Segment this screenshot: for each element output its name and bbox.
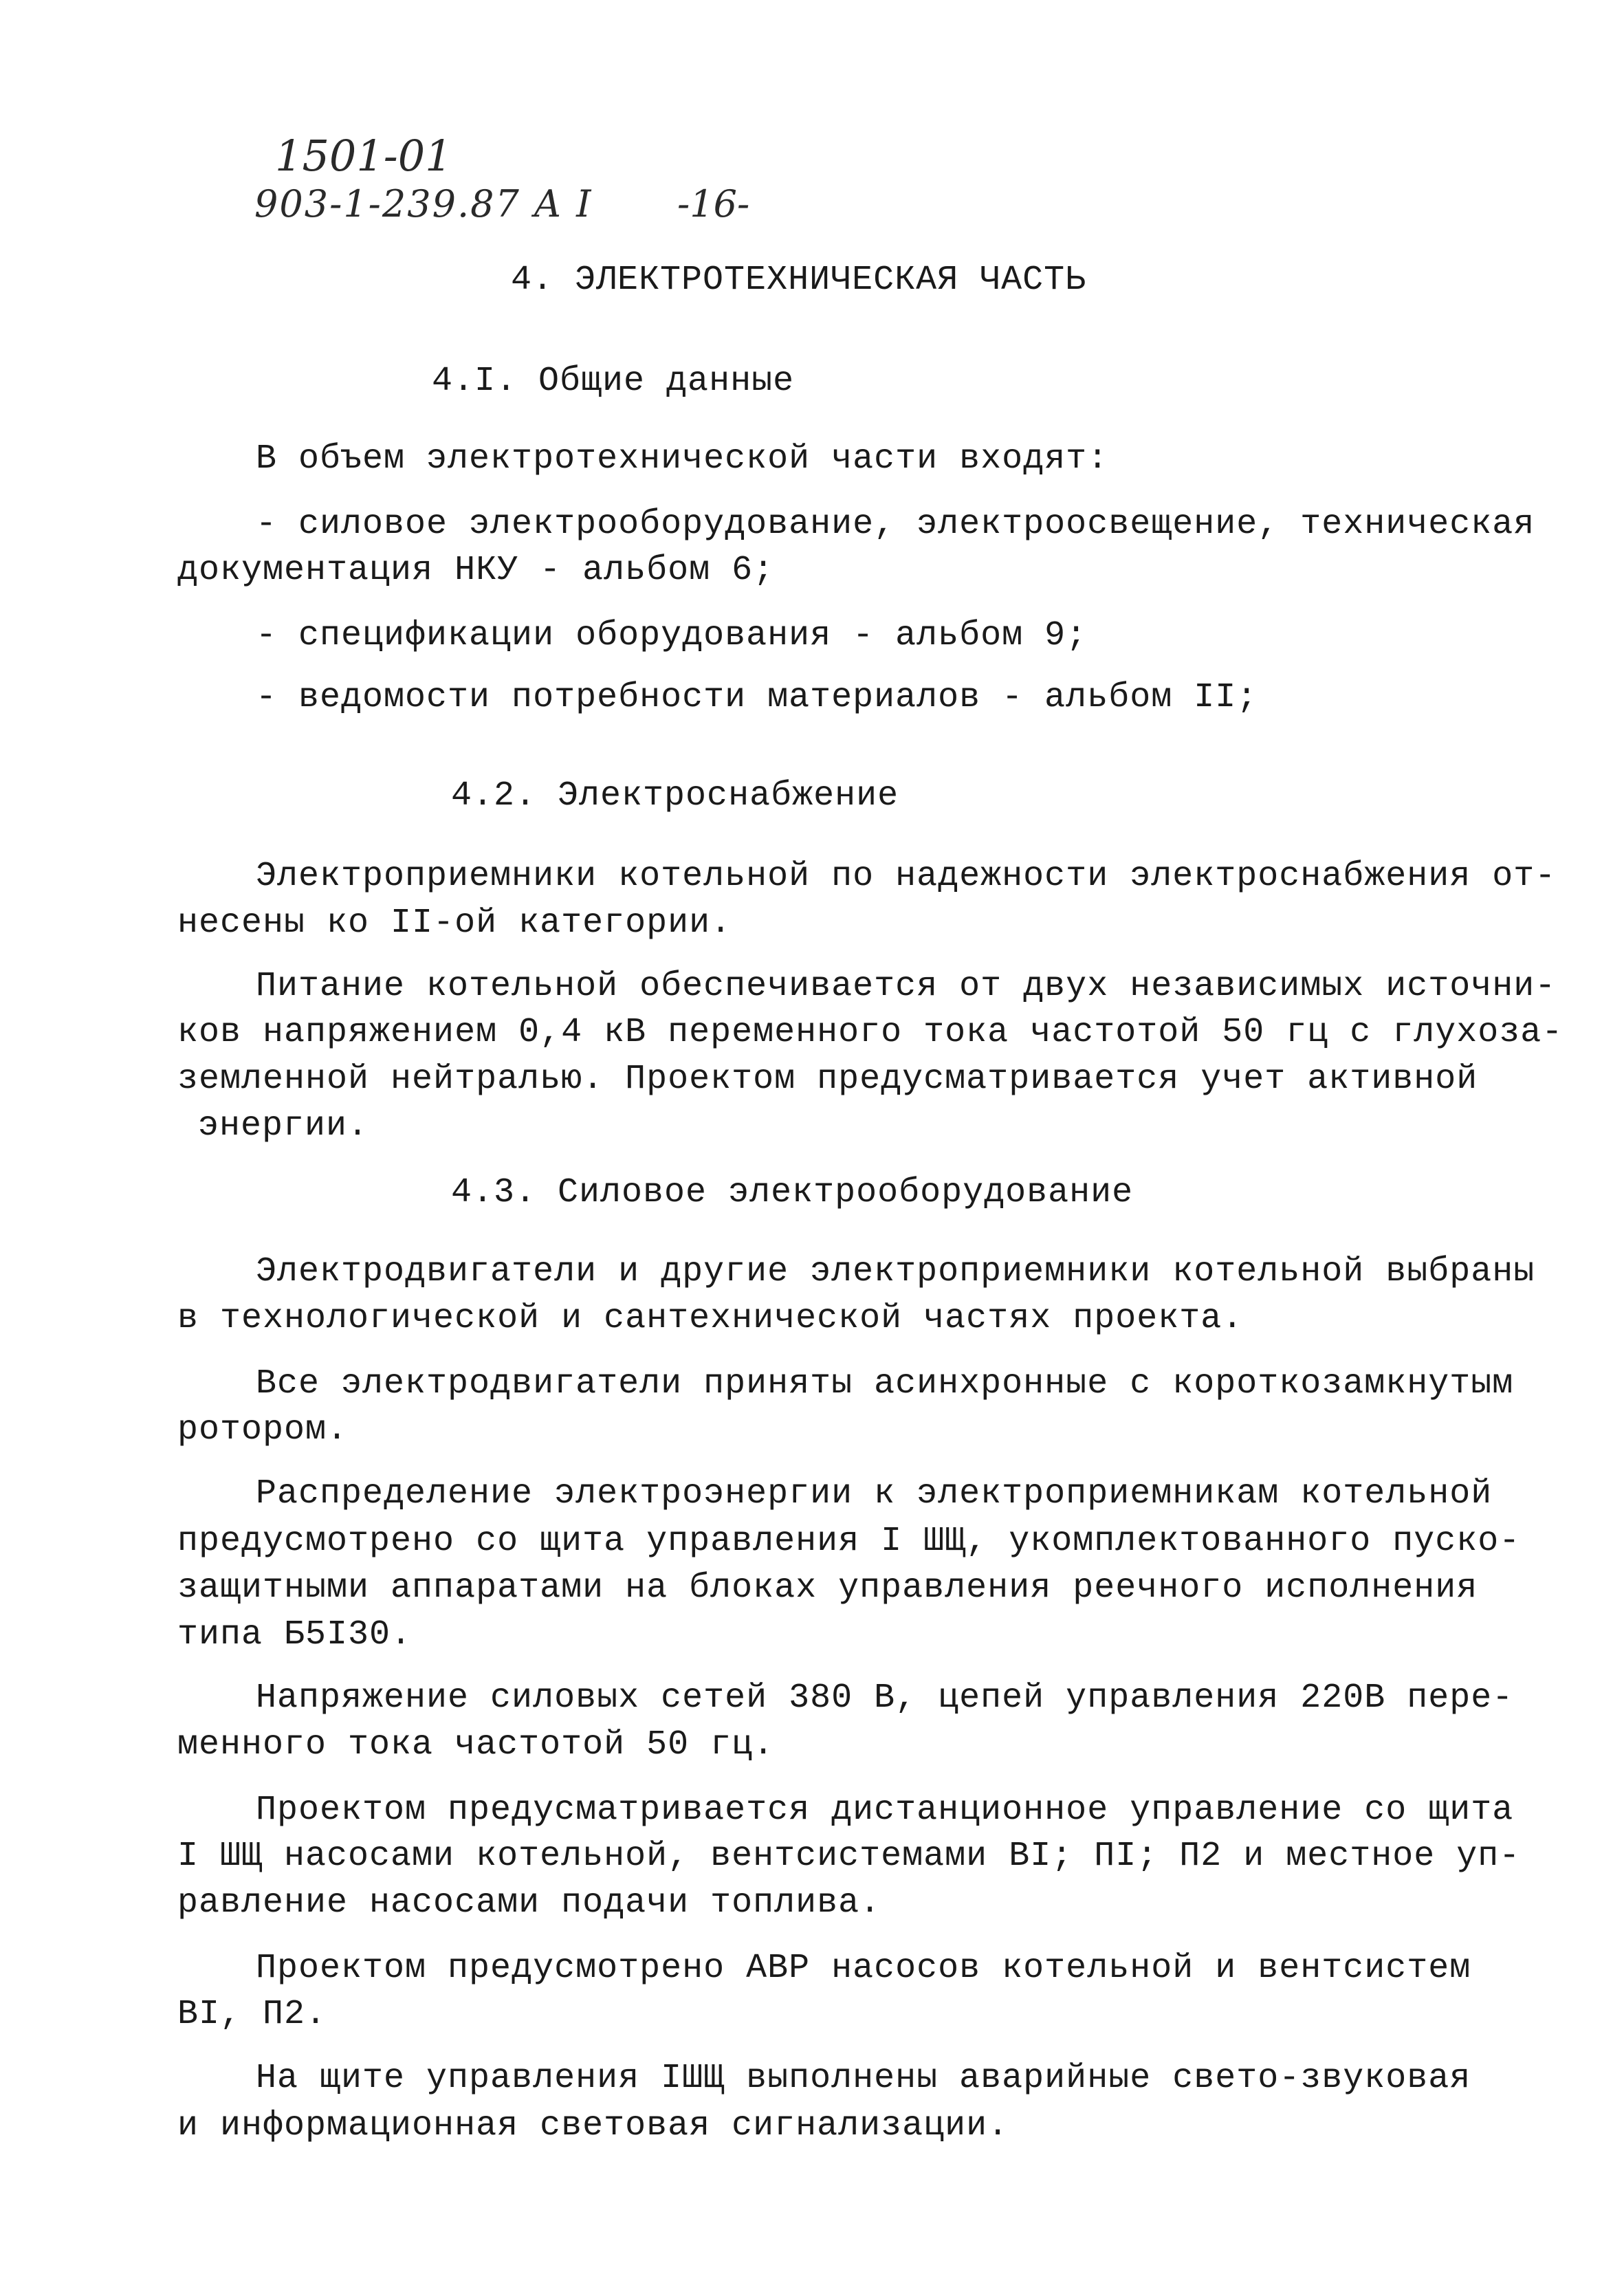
paragraph-line: ротором.: [177, 1410, 349, 1450]
paragraph-line: Проектом предусмотрено АВР насосов котельной и вентсистем: [256, 1949, 1471, 1988]
paragraph-line: - ведомости потребности материалов - альбом II;: [256, 678, 1258, 717]
subsection-title-4-3: 4.3. Силовое электрооборудование: [451, 1173, 1134, 1212]
paragraph-line: На щите управления IШЩ выполнены аварийные свето-звуковая: [256, 2059, 1471, 2098]
section-title: 4. ЭЛЕКТРОТЕХНИЧЕСКАЯ ЧАСТЬ: [511, 261, 1087, 300]
paragraph-line: земленной нейтралью. Проектом предусматривается учет активной: [177, 1060, 1478, 1099]
paragraph-line: энергии.: [198, 1106, 369, 1146]
paragraph-line: типа Б5I30.: [177, 1615, 413, 1654]
paragraph-line: и информационная световая сигнализации.: [177, 2106, 1009, 2145]
page-number: -16-: [677, 182, 750, 226]
paragraph-line: ков напряжением 0,4 кВ переменного тока частотой 50 гц с глухоза-: [177, 1013, 1563, 1052]
subsection-title-4-2: 4.2. Электроснабжение: [451, 776, 899, 816]
subsection-title-4-1: 4.I. Общие данные: [432, 362, 795, 401]
paragraph-line: несены ко II-ой категории.: [177, 904, 732, 943]
paragraph-line: Питание котельной обеспечивается от двух независимых источни-: [256, 967, 1557, 1006]
paragraph-line: в технологической и сантехнической частях проекта.: [177, 1299, 1244, 1338]
handwritten-doc-number: 903-1-239.87 А I: [254, 182, 593, 226]
paragraph-line: Распределение электроэнергии к электроприемникам котельной: [256, 1474, 1493, 1513]
paragraph-line: - силовое электрооборудование, электроосвещение, техническая: [256, 505, 1535, 544]
paragraph-line: Электроприемники котельной по надежности электроснабжения от-: [256, 857, 1557, 896]
paragraph-line: менного тока частотой 50 гц.: [177, 1725, 775, 1764]
paragraph-line: ВI, П2.: [177, 1995, 327, 2034]
paragraph-line: - спецификации оборудования - альбом 9;: [256, 616, 1088, 655]
handwritten-code: 1501-01: [275, 131, 452, 181]
paragraph-line: защитными аппаратами на блоках управления реечного исполнения: [177, 1568, 1478, 1608]
paragraph-line: I ШЩ насосами котельной, вентсистемами ВI; ПI; П2 и местное уп-: [177, 1837, 1521, 1876]
paragraph-line: Проектом предусматривается дистанционное управление со щита: [256, 1791, 1514, 1830]
paragraph-line: В объем электротехнической части входят:: [256, 439, 1109, 479]
paragraph-line: предусмотрено со щита управления I ШЩ, укомплектованного пуско-: [177, 1522, 1521, 1561]
paragraph-line: Напряжение силовых сетей 380 В, цепей управления 220В пере-: [256, 1679, 1514, 1718]
paragraph-line: документация НКУ - альбом 6;: [177, 551, 775, 590]
paragraph-line: равление насосами подачи топлива.: [177, 1883, 881, 1923]
paragraph-line: Электродвигатели и другие электроприемники котельной выбраны: [256, 1252, 1535, 1291]
paragraph-line: Все электродвигатели приняты асинхронные с короткозамкнутым: [256, 1364, 1514, 1403]
